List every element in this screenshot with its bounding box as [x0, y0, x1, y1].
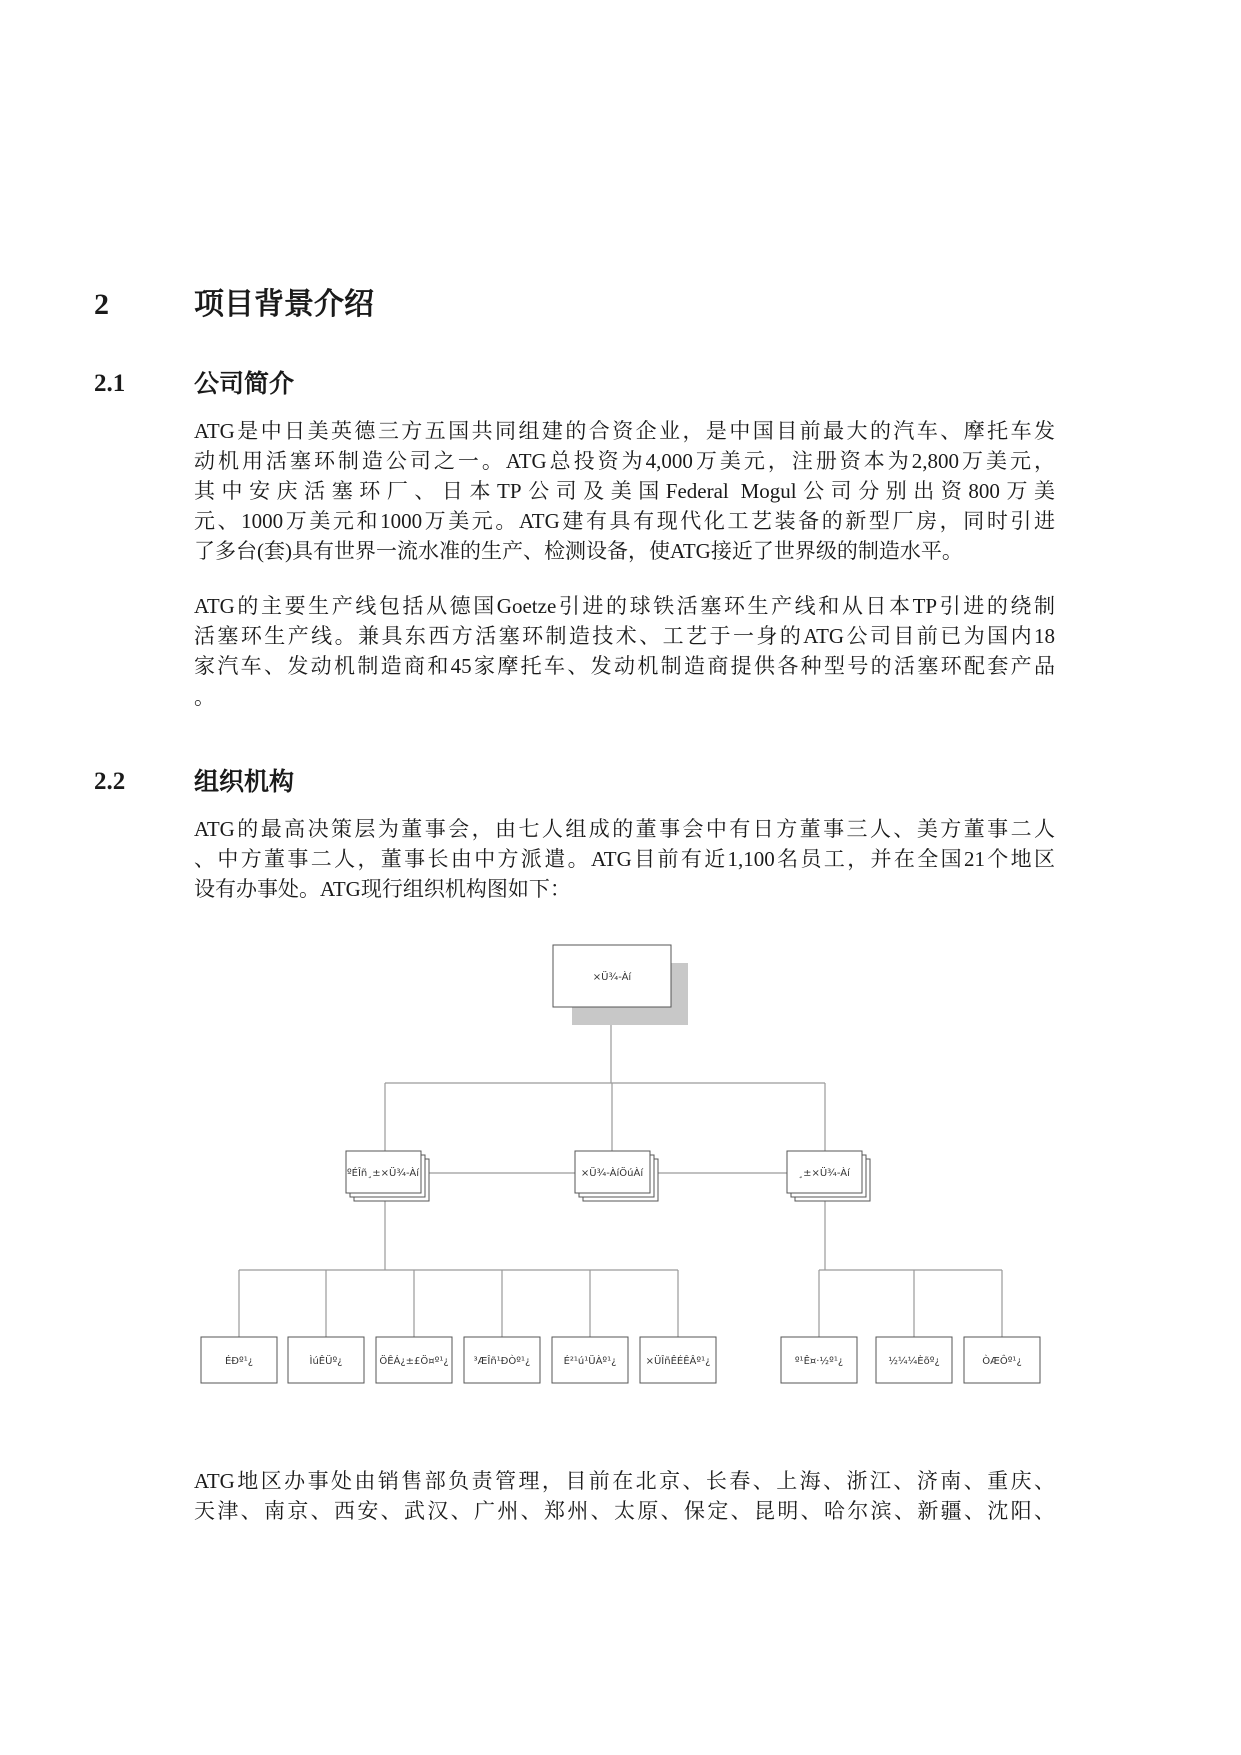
subsection-number: 2.1: [94, 370, 126, 397]
org-box-label: ×ÜÎñÊÉÊÂº¹¿: [645, 1356, 711, 1367]
paragraph-line: ATG是中日美英德三方五国共同组建的合资企业，是中国目前最大的汽车、摩托车发: [194, 419, 1055, 443]
paragraph-line: ATG地区办事处由销售部负责管理，目前在北京、长春、上海、浙江、济南、重庆、: [194, 1469, 1055, 1493]
paragraph-line: 动机用活塞环制造公司之一。ATG总投资为4,000万美元，注册资本为2,800万美元，: [194, 449, 1055, 473]
org-box-label: ÒÆÔº¹¿: [982, 1356, 1022, 1367]
org-box-label: º¹Ê¤·½º¹¿: [794, 1356, 844, 1367]
paragraph-line: 、中方董事二人，董事长由中方派遣。ATG目前有近1,100名员工，并在全国21个地区: [194, 847, 1055, 871]
org-box-label: É²¹ú¹ÜÀº¹¿: [563, 1356, 617, 1367]
org-box-label: ºÉÎñ¸±×Ü¾-Àí: [346, 1168, 420, 1179]
subsection-number: 2.2: [94, 768, 126, 795]
org-box-label: ÖÊÁ¿±£Ö¤º¹¿: [379, 1356, 449, 1367]
org-box-label: ¸±×Ü¾-Àí: [798, 1168, 850, 1179]
section-number: 2: [94, 288, 109, 321]
paragraph-line: 。: [194, 685, 215, 709]
org-box-label: ½¼¼Èõº¿: [888, 1356, 940, 1367]
paragraph-line: 设有办事处。ATG现行组织机构图如下：: [194, 877, 571, 901]
org-box-label: ÌúÊÜº¿: [309, 1356, 343, 1367]
subsection-title: 组织机构: [194, 767, 295, 796]
paragraph-line: ATG的主要生产线包括从德国Goetze引进的球铁活塞环生产线和从日本TP引进的绕制: [194, 594, 1055, 618]
org-box-label: ÉÐº¹¿: [224, 1356, 254, 1367]
paragraph-line: 了多台(套)具有世界一流水准的生产、检测设备，使ATG接近了世界级的制造水平。: [194, 539, 963, 563]
paragraph-line: 家汽车、发动机制造商和45家摩托车、发动机制造商提供各种型号的活塞环配套产品: [194, 654, 1055, 678]
org-box-label: ³ÆÎñ¹ÐÒº¹¿: [473, 1356, 531, 1367]
org-box-label: ×Ü¾-Àí: [592, 972, 632, 983]
paragraph-line: 元、1000万美元和1000万美元。ATG建有具有现代化工艺装备的新型厂房，同时引进: [194, 509, 1055, 533]
paragraph-line: 活塞环生产线。兼具东西方活塞环制造技术、工艺于一身的ATG公司目前已为国内18: [194, 624, 1055, 648]
subsection-title: 公司简介: [194, 369, 295, 398]
paragraph-line: ATG的最高决策层为董事会，由七人组成的董事会中有日方董事三人、美方董事二人: [194, 817, 1055, 841]
org-box-label: ×Ü¾-ÀíÖúÀí: [580, 1168, 644, 1179]
section-title: 项目背景介绍: [194, 287, 374, 322]
paragraph-line: 其中安庆活塞环厂、日本TP公司及美国Federal Mogul公司分别出资800万美: [194, 479, 1055, 503]
org-chart: [0, 930, 1241, 1410]
paragraph-line: 天津、南京、西安、武汉、广州、郑州、太原、保定、昆明、哈尔滨、新疆、沈阳、: [194, 1499, 1055, 1523]
